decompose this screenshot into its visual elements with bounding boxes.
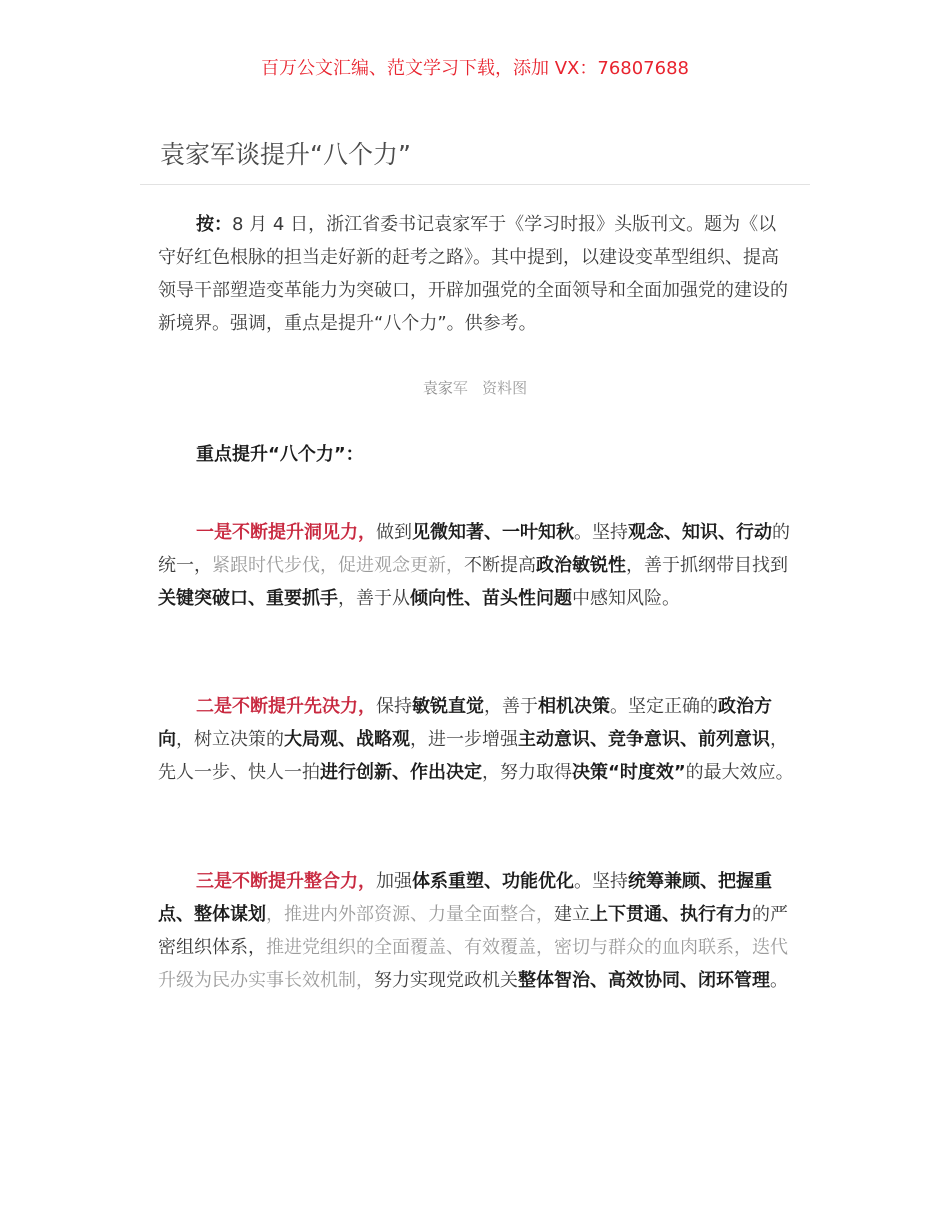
point-heading: 一是不断提升洞见力， bbox=[196, 522, 376, 543]
point-text-segment: ，善于从 bbox=[338, 588, 410, 609]
point-text-segment: 紧跟时代步伐，促进观念更新， bbox=[212, 555, 464, 576]
point-text-segment: 的严密组织体系， bbox=[158, 904, 788, 958]
point-text-segment: 的统一， bbox=[158, 522, 790, 576]
point-text-segment: 。坚持 bbox=[574, 522, 628, 543]
point-text-segment: 倾向性、苗头性问题 bbox=[410, 588, 572, 609]
caption-label: 资料图 bbox=[482, 379, 528, 397]
point-text-segment: 进行创新、作出决定 bbox=[320, 762, 482, 783]
point-text-segment: 。 bbox=[770, 970, 788, 991]
point-heading: 三是不断提升整合力， bbox=[196, 871, 376, 892]
point-text-segment: 做到 bbox=[376, 522, 412, 543]
caption-name-light: 军 bbox=[452, 379, 468, 397]
point-text-segment: 推进党组织的全面覆盖、有效覆盖，密切与群众的血肉联系，迭代升级为民办实事长效机制， bbox=[158, 937, 788, 991]
section-subheading: 重点提升“八个力”： bbox=[196, 444, 364, 465]
image-caption bbox=[0, 377, 950, 399]
point-text-segment: 主动意识、竞争意识、前列意识 bbox=[518, 729, 770, 750]
download-banner: 百万公文汇编、范文学习下载，添加 VX：76807688 bbox=[261, 58, 689, 79]
point-text-segment: 大局观、战略观 bbox=[284, 729, 410, 750]
point-text-segment: 努力实现党政机关 bbox=[374, 970, 518, 991]
point-text-segment: 政治敏锐性 bbox=[536, 555, 626, 576]
point-text-segment: 相机决策 bbox=[538, 696, 610, 717]
point-text-segment: 。坚定正确的 bbox=[610, 696, 718, 717]
point-text-segment: ，努力取得 bbox=[482, 762, 572, 783]
point-text-segment: ，善于 bbox=[484, 696, 538, 717]
caption-name: 袁家 bbox=[422, 379, 453, 397]
point-text-segment: ，先人一步、快人一拍 bbox=[158, 729, 788, 783]
intro-text: 8 月 4 日，浙江省委书记袁家军于《学习时报》头版刊文。题为《以守好红色根脉的担当走好新的赶考之路》。其中提到，以建设变革型组织、提高领导干部塑造变革能力为突破口，开辟加强党的全面领导和全面加强党的建设的新境界。强调，重点是提升“八个力”。供参考。 bbox=[158, 214, 788, 334]
point-text-segment: 决策“时度效” bbox=[572, 762, 686, 783]
point-text-segment: 建立 bbox=[554, 904, 590, 925]
point-text-segment: 见微知著、一叶知秋 bbox=[412, 522, 574, 543]
point-text-segment: 敏锐直觉 bbox=[412, 696, 484, 717]
point-text-segment: 不断提高 bbox=[464, 555, 536, 576]
point-text-segment: 上下贯通、执行有力 bbox=[590, 904, 752, 925]
article-title: 袁家军谈提升“八个力” bbox=[160, 140, 411, 169]
point-paragraph-3 bbox=[158, 865, 794, 997]
intro-paragraph bbox=[158, 208, 794, 340]
point-text-segment: 体系重塑、功能优化 bbox=[412, 871, 574, 892]
intro-label: 按： bbox=[196, 214, 232, 235]
point-paragraph-2 bbox=[158, 690, 794, 789]
point-text-segment: 的最大效应。 bbox=[685, 762, 794, 783]
point-text-segment: 观念、知识、行动 bbox=[628, 522, 772, 543]
point-text-segment: ，推进内外部资源、力量全面整合， bbox=[266, 904, 554, 925]
point-text-segment: 关键突破口、重要抓手 bbox=[158, 588, 338, 609]
point-text-segment: 。坚持 bbox=[574, 871, 628, 892]
point-text-segment: ，树立决策的 bbox=[176, 729, 284, 750]
point-text-segment: ，善于抓纲带目找到 bbox=[626, 555, 788, 576]
title-divider bbox=[140, 184, 810, 185]
point-text-segment: ，进一步增强 bbox=[410, 729, 518, 750]
point-heading: 二是不断提升先决力， bbox=[196, 696, 376, 717]
point-text-segment: 中感知风险。 bbox=[572, 588, 680, 609]
point-text-segment: 政治方向 bbox=[158, 696, 772, 750]
point-text-segment: 统筹兼顾、把握重点、整体谋划 bbox=[158, 871, 772, 925]
point-paragraph-1 bbox=[158, 516, 794, 615]
point-text-segment: 加强 bbox=[376, 871, 412, 892]
point-text-segment: 整体智治、高效协同、闭环管理 bbox=[518, 970, 770, 991]
point-text-segment: 保持 bbox=[376, 696, 412, 717]
